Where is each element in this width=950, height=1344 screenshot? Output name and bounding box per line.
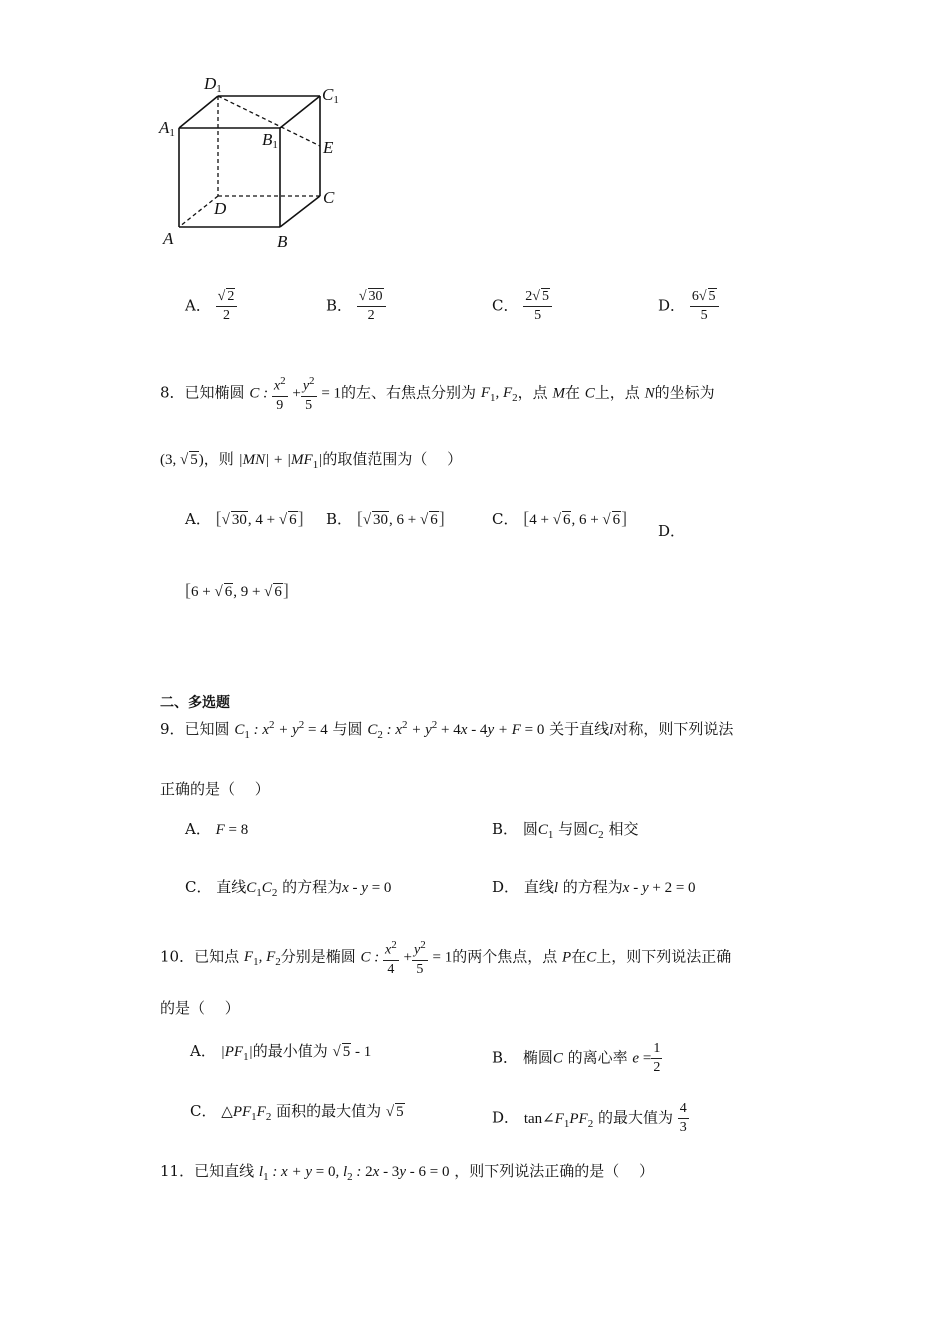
q10-line2: 的是（ ） — [160, 999, 240, 1017]
q9-line1: 9．已知圆 $C_1$ : $x^2 + y^2 = 4$ 与圆 $C_2$ : $x^2 + y^2 + 4x - 4y + F = 0$ 关于直线l对称，则下列说法 — [160, 719, 734, 741]
q8-option-c[interactable]: C． [4 + √ 6, 6 + √ 6] — [492, 508, 628, 528]
q7-option-a[interactable]: A． $\frac{√ 2}{2}$ — [185, 288, 237, 325]
q8-line1: 8．已知椭圆 C : $\frac{x^2}{9}$ + $\frac{y^2}{5}$ = 1的左、右焦点分别为 $F_1$, $F_2$，点 M在 C上，点 N的坐标为 — [160, 372, 715, 415]
q10-option-c[interactable]: C． $\triangle PF_1F_2$ 面积的最大值为 √ 5 — [190, 1102, 404, 1123]
q10-line1: 10．已知点 $F_1$, $F_2$分别是椭圆 C : $\frac{x^2}{4}$ + $\frac{y^2}{5}$ = 1的两个焦点，点 P在C上，则下列说法正确 — [160, 936, 731, 979]
label-b1: B1 — [262, 130, 278, 151]
q7-option-c[interactable]: C． $\frac{2√ 5}{5}$ — [492, 288, 552, 325]
q11-line1: 11．已知直线 $l_1$ : x + y = 0, $l_2$ : 2x - 3y - 6 = 0 ，则下列说法正确的是（ ） — [160, 1162, 655, 1183]
label-c1: C1 — [322, 85, 339, 106]
fraction: $\frac{2√ 5}{5}$ — [523, 288, 552, 325]
label-b: B — [277, 232, 288, 251]
q9-option-a[interactable]: A． F = 8 — [185, 820, 249, 838]
label-d1: D1 — [204, 74, 222, 95]
q7-option-b[interactable]: B． $\frac{√ 30}{2}$ — [326, 288, 386, 325]
q8-option-a[interactable]: A． [√ 30, 4 + √ 6] — [185, 508, 304, 528]
label-e: E — [323, 138, 334, 157]
label-a: A — [163, 229, 174, 248]
fraction: $\frac{√ 30}{2}$ — [357, 288, 386, 325]
label-c: C — [323, 188, 335, 207]
q7-option-d[interactable]: D． $\frac{6√ 5}{5}$ — [658, 288, 719, 325]
q9-option-d[interactable]: D． 直线l 的方程为x - y + 2 = 0 — [492, 878, 696, 896]
q8-line2: (3, √ 5)，则 $|MN| + |MF_1|$的取值范围为（ ） — [160, 450, 463, 471]
section-title: 二、多选题 — [160, 695, 230, 711]
q9-option-c[interactable]: C． 直线$C_1C_2$ 的方程为x - y = 0 — [185, 878, 392, 899]
q8-option-b[interactable]: B． [√ 30, 6 + √ 6] — [326, 508, 445, 528]
q9-line2: 正确的是（ ） — [160, 780, 270, 798]
label-d: D — [214, 199, 227, 218]
fraction: $\frac{6√ 5}{5}$ — [690, 288, 719, 325]
q8-option-d-content: [6 + √ 6, 9 + √ 6] — [185, 580, 289, 600]
q8-option-d[interactable]: D． — [658, 522, 686, 540]
cube-figure — [150, 70, 360, 260]
fraction: $\frac{√ 2}{2}$ — [216, 288, 238, 325]
q10-option-a[interactable]: A． $|PF_1|$的最小值为 √ 5 - 1 — [190, 1042, 372, 1063]
label-a1: A1 — [159, 118, 175, 139]
q9-option-b[interactable]: B． 圆$C_1$ 与圆$C_2$ 相交 — [492, 820, 639, 841]
q10-option-b[interactable]: B． 椭圆C 的离心率 e = $\frac{1}{2}$ — [492, 1041, 661, 1075]
q10-option-d[interactable]: D． $\tan\angle F_1PF_2$ 的最大值为 $\frac{4}{3}$ — [492, 1101, 687, 1135]
